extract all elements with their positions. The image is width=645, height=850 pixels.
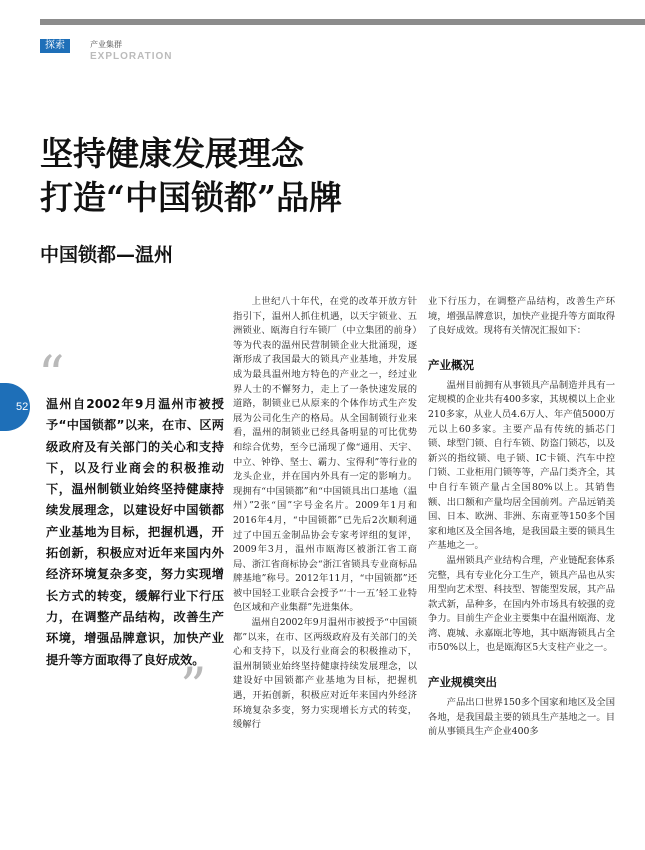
page-number: 52 [0, 383, 30, 431]
paragraph: 温州锁具产业结构合理，产业链配套体系完整，具有专业化分工生产，锁具产品也从实用型向艺术型、科技型、智能型发展，其产品款式新，品种多，在国内外市场具有较强的竞争力。目前生产企业主要集中在温州瓯海、龙湾、鹿城、永嘉瓯北等地，其中瓯海锁具占全市50%以上，也是瓯海区5大支柱产业之一。 [428, 554, 615, 654]
paragraph: 业下行压力，在调整产品结构，改善生产环境，增强品牌意识，加快产业提升等方面取得了良好成效。现将有关情况汇报如下： [428, 296, 615, 337]
section-tag: 探索 [40, 39, 70, 53]
body-column-2 [233, 295, 417, 733]
open-quote-icon: “ [38, 346, 65, 406]
category-label: 产业集群 [90, 40, 122, 49]
category-label-en: EXPLORATION [90, 51, 173, 62]
section-heading: 产业概况 [428, 357, 474, 372]
title-line-1: 坚持健康发展理念 [40, 134, 304, 173]
section-heading: 产业规模突出 [428, 675, 497, 690]
paragraph: 上世纪八十年代，在党的改革开放方针指引下，温州人抓住机遇，以天宇锁业、五洲锁业、瓯海自行车锁厂（中立集团的前身）等为代表的温州民营制锁企业大批涌现，逐渐形成了我国最大的锁具产业基地，并发展成为最具温州地方特色的产业之一，经过业界人士的不懈努力，走上了一条快速发展的道路，制锁业已从原来的个体作坊式生产发展为公司化生产的格局。从全国制锁行业来看，温州的制锁业已经具备明显的可比优势和综合优势，至今已涌现了像“通用、天宇、中立、钟铮、坚士、霸力、宝得利”等行业的龙头企业，并在国内外具有一定的影响力。现拥有“中国锁都”和“中国锁具出口基地（温州）”2张“国”字号金名片。2009年1月和2016年4月，“中国锁都”已先后2次顺利通过了中国五金制品协会专家考评组的复评，2009年3月，温州市瓯海区被浙江省工商局、浙江省商标协会“浙江省锁具专业商标品牌基地”称号。2012年11月，“中国锁都”还被中国轻工业联合会授予“‘十一五’轻工业特色区域和产业集群”先进集体。 [233, 296, 417, 614]
top-rule [40, 19, 645, 25]
paragraph: 温州自2002年9月温州市被授予“中国锁都”以来，在市、区两级政府及有关部门的关心和支持下，以及行业商会的积极推动下，温州制锁业始终坚持健康持续发展理念，以建设好中国锁都产业基地为目标，把握机遇，开拓创新，积极应对近年来国内外经济环境复杂多变，努力实现增长方式的转变，缓解行 [233, 617, 417, 731]
pull-quote: 温州自2002年9月温州市被授予“中国锁都”以来，在市、区两级政府及有关部门的关心和支持下，以及行业商会的积极推动下，温州制锁业始终坚持健康持续发展理念，以建设好中国锁都产业基地为目标，把握机遇，开拓创新，积极应对近年来国内外经济环境复杂多变，努力实现增长方式的转变，缓解行业下行压力，在调整产品结构，改善生产环境，增强品牌意识，加快产业提升等方面取得了良好成效。 [46, 397, 224, 667]
close-quote-icon: ” [180, 658, 207, 718]
body-column-3 [428, 295, 615, 740]
title-line-2: 打造“中国锁都”品牌 [40, 178, 342, 217]
article-subtitle: 中国锁都—温州 [40, 244, 174, 266]
paragraph: 温州目前拥有从事锁具产品制造并具有一定规模的企业共有400多家，其规模以上企业210多家，从业人员4.6万人、年产值5000万元以上60多家。主要产品有传统的插芯门锁、球型门锁、自行车锁、防盗门锁芯，以及新兴的指纹锁、电子锁、IC卡锁、汽车中控门锁、工业柜用门锁等等，产品门类齐全，其中自行车锁产量占全国80%以上。其销售额、出口额和产量均居全国前列。产品远销美国、日本、欧洲、非洲、东南亚等150多个国家和地区及全国各地，是我国最主要的锁具生产基地之一。 [428, 379, 615, 552]
paragraph: 产品出口世界150多个国家和地区及全国各地，是我国最主要的锁具生产基地之一。目前从事锁具生产企业400多 [428, 697, 615, 738]
article-title [40, 132, 342, 220]
